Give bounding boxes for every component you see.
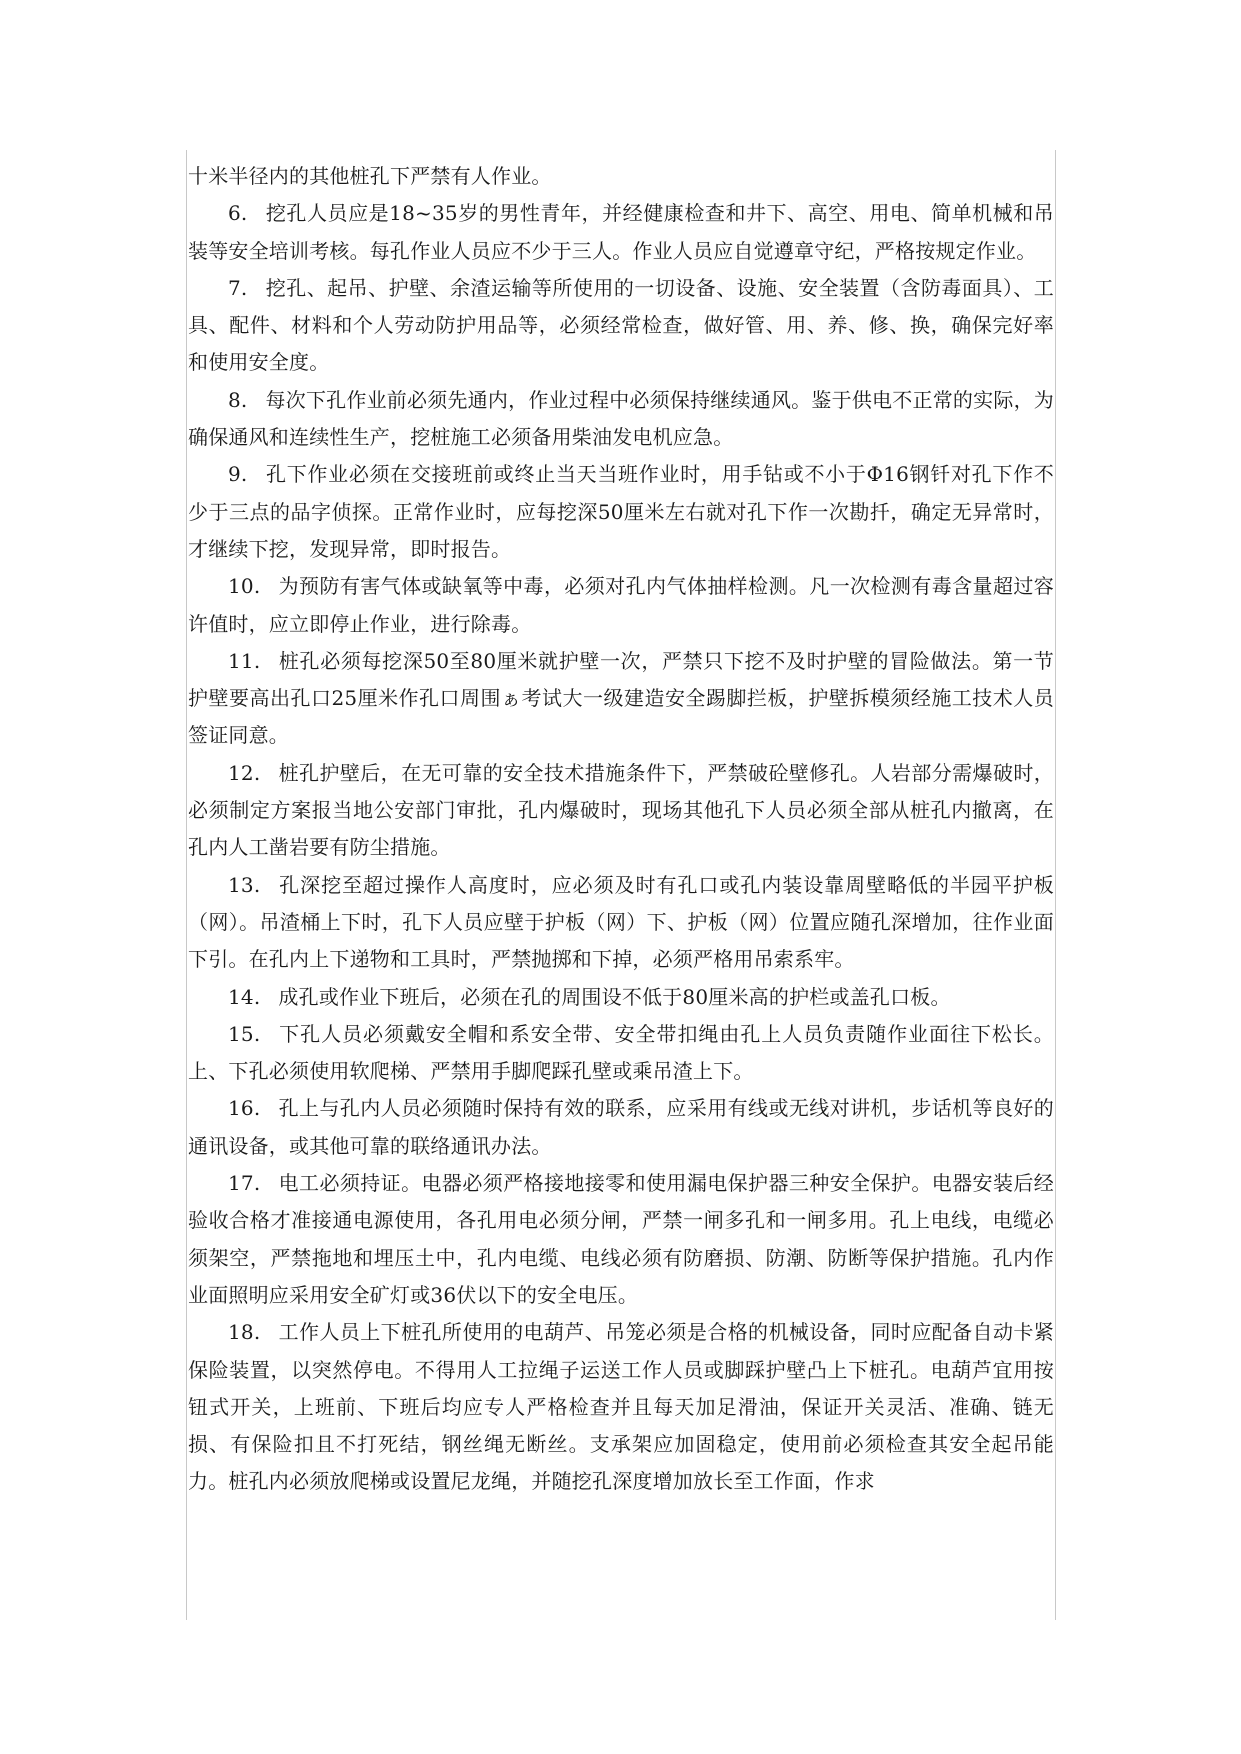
paragraph-p8 [188, 382, 1054, 457]
paragraph-number: 18. [228, 1320, 261, 1345]
paragraph-p12 [188, 755, 1054, 867]
paragraph-number: 10. [228, 574, 261, 599]
paragraph-number: 14. [228, 984, 261, 1009]
paragraph-p-cont [188, 158, 1054, 195]
paragraph-number: 9. [228, 462, 248, 487]
paragraph-number: 11. [228, 648, 261, 673]
paragraph-text: 孔深挖至超过操作人高度时，应必须及时有孔口或孔内装设靠周壁略低的半园平护板（网）。吊渣桶上下时，孔下人员应壁于护板（网）下、护板（网）位置应随孔深增加，往作业面下引。在孔内上下递物和工具时，严禁抛掷和下掉，必须严格用吊索系牢。 [188, 872, 1054, 972]
paragraph-p16 [188, 1090, 1054, 1165]
paragraph-text: 为预防有害气体或缺氧等中毒，必须对孔内气体抽样检测。凡一次检测有毒含量超过容许值时，应立即停止作业，进行除毒。 [188, 574, 1054, 636]
paragraph-text: 下孔人员必须戴安全帽和系安全带、安全带扣绳由孔上人员负责随作业面往下松长。上、下孔必须使用软爬梯、严禁用手脚爬踩孔壁或乘吊渣上下。 [188, 1021, 1054, 1084]
paragraph-number: 13. [228, 872, 261, 897]
paragraph-text: 孔下作业必须在交接班前或终止当天当班作业时，用手钻或不小于Φ16钢钎对孔下作不少于三点的品字侦探。正常作业时，应每挖深50厘米左右就对孔下作一次勘扦，确定无异常时，才继续下挖，发现异常，即时报告。 [188, 462, 1054, 561]
paragraph-number: 12. [228, 760, 261, 785]
paragraph-text: 挖孔、起吊、护壁、余渣运输等所使用的一切设备、设施、安全装置（含防毒面具）、工具、配件、材料和个人劳动防护用品等，必须经常检查，做好管、用、养、修、换，确保完好率和使用安全度。 [188, 275, 1054, 375]
paragraph-p18 [188, 1314, 1054, 1500]
paragraph-text: 工作人员上下桩孔所使用的电葫芦、吊笼必须是合格的机械设备，同时应配备自动卡紧保险装置，以突然停电。不得用人工拉绳子运送工作人员或脚踩护壁凸上下桩孔。电葫芦宜用按钮式开关，上班前、下班后均应专人严格检查并且每天加足滑油，保证开关灵活、准确、链无损、有保险扣且不打死结，钢丝绳无断丝。支承架应加固稳定，使用前必须检查其安全起吊能力。桩孔内必须放爬梯或设置尼龙绳，并随挖孔深度增加放长至工作面，作求 [188, 1320, 1054, 1494]
paragraph-text: 每次下孔作业前必须先通内，作业过程中必须保持继续通风。鉴于供电不正常的实际，为确保通风和连续性生产，挖桩施工必须备用柴油发电机应急。 [188, 387, 1054, 450]
paragraph-number: 7. [228, 275, 248, 300]
paragraph-p6 [188, 195, 1054, 270]
paragraph-text: 桩孔必须每挖深50至80厘米就护壁一次，严禁只下挖不及时护壁的冒险做法。第一节护壁要高出孔口25厘米作孔口周围ぁ考试大一级建造安全踢脚拦板，护壁拆模须经施工技术人员签证同意。 [188, 648, 1054, 748]
paragraph-p7 [188, 270, 1054, 382]
paragraph-p13 [188, 867, 1054, 979]
paragraph-text: 桩孔护壁后，在无可靠的安全技术措施条件下，严禁破砼壁修孔。人岩部分需爆破时，必须制定方案报当地公安部门审批，孔内爆破时，现场其他孔下人员必须全部从桩孔内撤离，在孔内人工凿岩要有防尘措施。 [188, 760, 1054, 860]
paragraph-text: 十米半径内的其他桩孔下严禁有人作业。 [188, 164, 552, 188]
paragraph-number: 16. [228, 1096, 261, 1121]
paragraph-p9 [188, 456, 1054, 568]
paragraph-p11 [188, 643, 1054, 755]
paragraph-number: 8. [228, 387, 248, 412]
paragraph-number: 17. [228, 1171, 261, 1196]
paragraph-p10 [188, 568, 1054, 643]
paragraph-text: 孔上与孔内人员必须随时保持有效的联系，应采用有线或无线对讲机，步话机等良好的通讯设备，或其他可靠的联络通讯办法。 [188, 1096, 1054, 1158]
document-body [188, 158, 1054, 1501]
paragraph-p15 [188, 1016, 1054, 1091]
paragraph-text: 电工必须持证。电器必须严格接地接零和使用漏电保护器三种安全保护。电器安装后经验收合格才准接通电源使用，各孔用电必须分闸，严禁一闸多孔和一闸多用。孔上电线，电缆必须架空，严禁拖地和埋压土中，孔内电缆、电线必须有防磨损、防潮、防断等保护措施。孔内作业面照明应采用安全矿灯或36伏以下的安全电压。 [188, 1171, 1054, 1307]
paragraph-p14 [188, 979, 1054, 1016]
paragraph-text: 成孔或作业下班后，必须在孔的周围设不低于80厘米高的护栏或盖孔口板。 [278, 984, 951, 1009]
paragraph-number: 6. [228, 201, 248, 226]
paragraph-p17 [188, 1165, 1054, 1314]
paragraph-text: 挖孔人员应是18~35岁的男性青年，并经健康检查和井下、高空、用电、简单机械和吊装等安全培训考核。每孔作业人员应不少于三人。作业人员应自觉遵章守纪，严格按规定作业。 [188, 201, 1054, 263]
paragraph-number: 15. [228, 1021, 261, 1046]
